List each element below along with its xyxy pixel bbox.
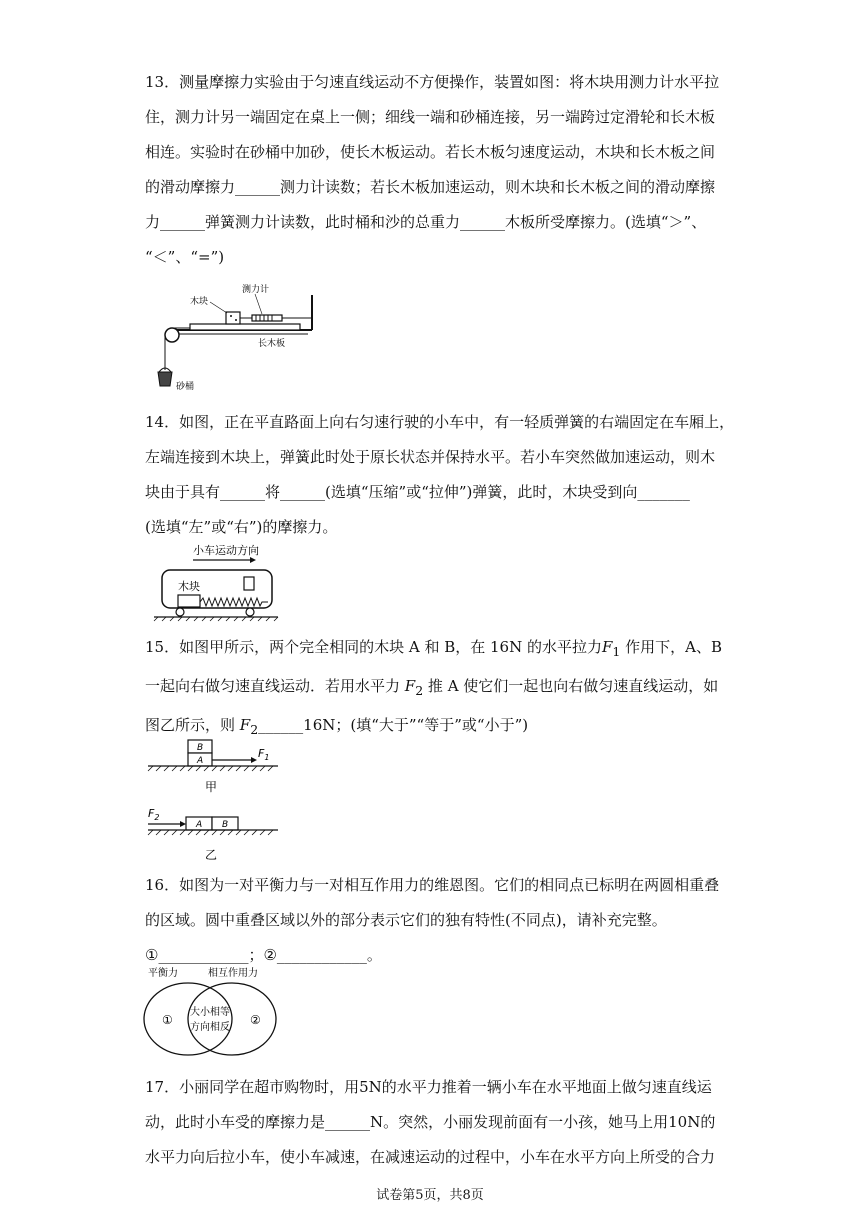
text-line: 力______弹簧测力计读数，此时桶和沙的总重力______木板所受摩擦力。(选填“＞”、 [145, 213, 707, 231]
text-line: ①____________；②____________。 [145, 946, 382, 964]
question-13-text [145, 65, 720, 275]
venn-mark-1: ① [162, 1013, 173, 1027]
text-line: 16．如图为一对平衡力与一对相互作用力的维恩图。它们的相同点已标明在两圆相重叠 [145, 876, 720, 894]
label-block: 木块 [178, 580, 200, 593]
text-line: (选填“左”或“右”)的摩擦力。 [145, 518, 338, 536]
text-line: 相连。实验时在砂桶中加砂，使长木板运动。若长木板匀速度运动，木块和长木板之间 [145, 143, 716, 161]
text-line: 块由于具有______将______(选填“压缩”或“拉伸”)弹簧，此时，木块受到向_______ [145, 483, 690, 501]
text-line: 的区域。圆中重叠区域以外的部分表示它们的独有特性(不同点)，请补充完整。 [145, 911, 667, 929]
label-block-A-top: A [197, 756, 204, 766]
label-F2: $F_2$ [148, 807, 160, 822]
text-line: 左端连接到木块上，弹簧此时处于原长状态并保持水平。若小车突然做加速运动，则木 [145, 448, 716, 466]
question-16-text [145, 868, 720, 973]
label-long-board: 长木板 [258, 339, 286, 349]
text-line: 15．如图甲所示，两个完全相同的木块 A 和 B，在 16N 的水平拉力$F_1$ 作用下，A、B [145, 638, 722, 659]
label-car-direction: 小车运动方向 [193, 544, 259, 557]
label-block-B-top: B [197, 743, 204, 753]
text-line: 的滑动摩擦力______测力计读数；若长木板加速运动，则木块和长木板之间的滑动摩擦 [145, 178, 716, 196]
text-line: 13．测量摩擦力实验由于匀速直线运动不方便操作，装置如图：将木块用测力计水平拉 [145, 73, 720, 91]
text-line: 动，此时小车受的摩擦力是______N。突然，小丽发现前面有一小孩，她马上用10N的 [145, 1113, 716, 1131]
question-15-text [145, 630, 722, 747]
text-line: 水平力向后拉小车，使小车减速，在减速运动的过程中，小车在水平方向上所受的合力 [145, 1148, 716, 1166]
caption-jia: 甲 [205, 780, 218, 794]
label-F1: $F_1$ [258, 747, 270, 762]
question-16-venn-figure [140, 964, 285, 1059]
label-block: 木块 [190, 297, 209, 307]
caption-yi: 乙 [205, 848, 218, 862]
question-13-figure [150, 280, 320, 395]
label-block-A-bottom: A [196, 820, 203, 830]
text-line: 住，测力计另一端固定在桌上一侧；细线一端和砂桶连接，另一端跨过定滑轮和长木板 [145, 108, 716, 126]
label-block-B-bottom: B [222, 820, 229, 830]
venn-overlap-line1: 大小相等 [190, 1007, 230, 1018]
question-15-figure [143, 735, 283, 865]
question-14-text [145, 405, 735, 545]
venn-label-balanced-force: 平衡力 [148, 968, 178, 979]
page-footer: 试卷第5页，共8页 [376, 1188, 484, 1203]
text-line: 图乙所示，则 $F_2\_\_\_\_\_\_16N$；(填“大于”“等于”或“小于”) [145, 716, 529, 737]
text-line: 一起向右做匀速直线运动．若用水平力 $F_2$ 推 A 使它们一起也向右做匀速直线运动，如 [145, 677, 719, 698]
question-17-text [145, 1070, 715, 1175]
label-force-meter: 测力计 [242, 285, 270, 295]
text-line: “＜”、“=”) [145, 248, 225, 266]
text-line: 17．小丽同学在超市购物时，用5N的水平力推着一辆小车在水平地面上做匀速直线运 [145, 1078, 712, 1096]
venn-mark-2: ② [250, 1013, 261, 1027]
label-sand-bucket: 砂桶 [176, 382, 195, 392]
text-line: 14．如图，正在平直路面上向右匀速行驶的小车中，有一轻质弹簧的右端固定在车厢上， [145, 413, 735, 431]
venn-overlap-line2: 方向相反 [190, 1022, 230, 1033]
question-14-figure [150, 540, 280, 622]
venn-label-interaction-force: 相互作用力 [208, 968, 258, 979]
